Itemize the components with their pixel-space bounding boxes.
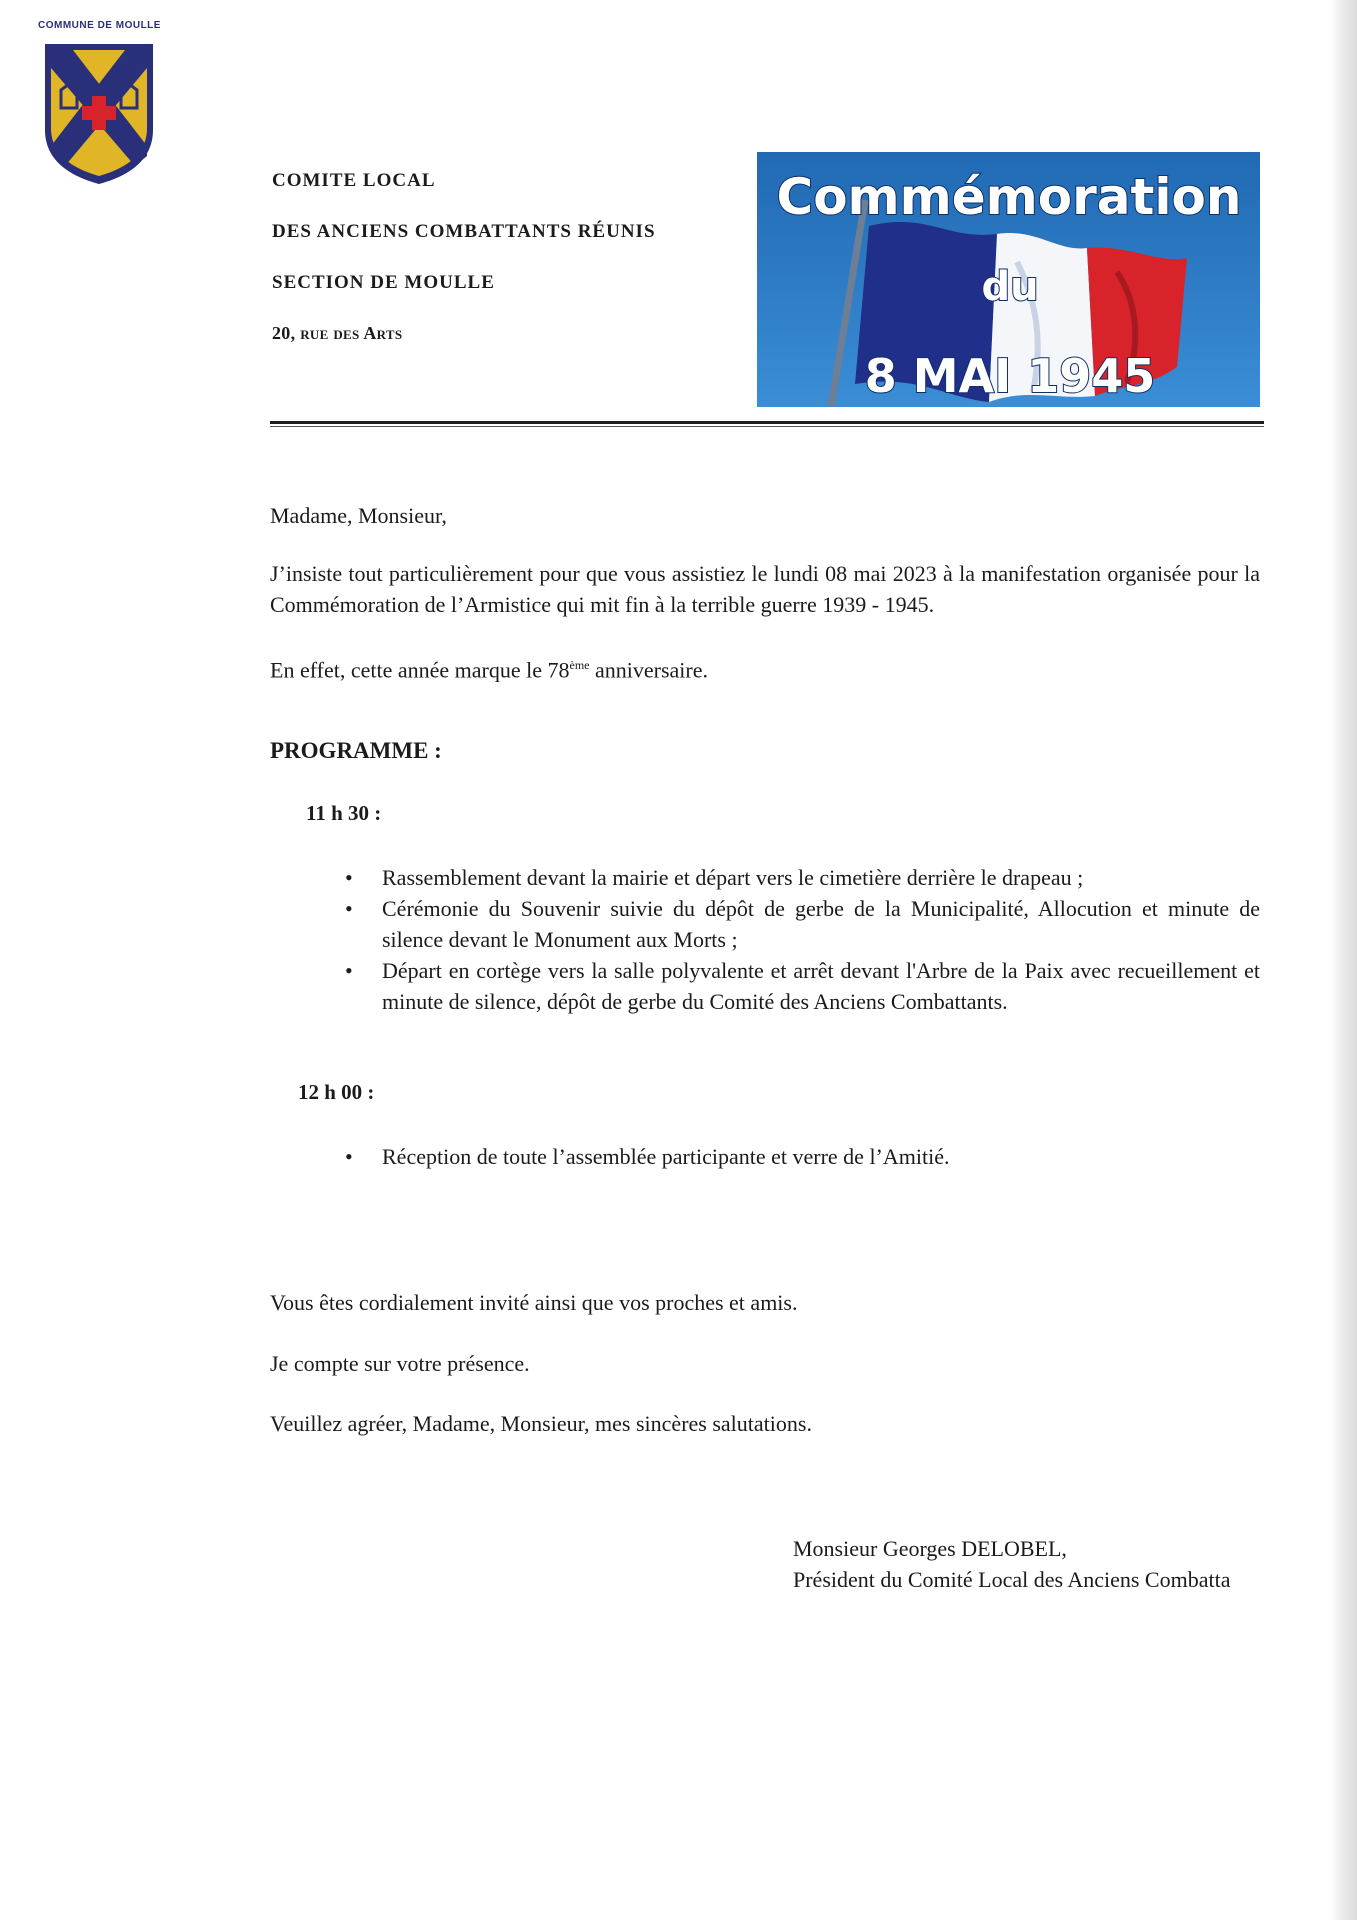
header-divider-thin	[270, 426, 1264, 427]
list-item	[342, 862, 1260, 893]
signature-title: Président du Comité Local des Anciens Combatta	[793, 1567, 1231, 1592]
list-item-text: Rassemblement devant la mairie et départ vers le cimetière derrière le drapeau ;	[382, 865, 1084, 890]
closing-invitation: Vous êtes cordialement invité ainsi que vos proches et amis.	[270, 1290, 798, 1315]
closing-salutations: Veuillez agréer, Madame, Monsieur, mes sincères salutations.	[270, 1411, 812, 1436]
anniversary-superscript: ème	[569, 658, 590, 672]
paragraph-invitation: J’insiste tout particulièrement pour que vous assistiez le lundi 08 mai 2023 à la manifestation organisée pour la Commémoration de l’Armistice qui mit fin à la terrible guerre 1939 - 1945.	[270, 561, 1260, 617]
bullet-icon: •	[345, 896, 353, 921]
signature-name: Monsieur Georges DELOBEL,	[793, 1536, 1067, 1561]
signature-block	[793, 1533, 1230, 1595]
closing-presence: Je compte sur votre présence.	[270, 1351, 530, 1376]
banner-title: Commémoration	[776, 168, 1242, 226]
commemoration-banner	[757, 152, 1260, 407]
list-item	[342, 893, 1260, 955]
header-line-committee: COMITE LOCAL	[272, 170, 436, 191]
list-item-text: Départ en cortège vers la salle polyvalente et arrêt devant l'Arbre de la Paix avec recueillement et minute de silence, dépôt de gerbe du Comité des Anciens Combattants.	[382, 958, 1260, 1014]
time-1200: 12 h 00 :	[298, 1080, 375, 1104]
header-line-section: SECTION DE MOULLE	[272, 272, 495, 293]
time-1130: 11 h 30 :	[306, 801, 382, 825]
bullet-icon: •	[345, 958, 353, 983]
header-address: 20, rue des Arts	[272, 323, 403, 343]
list-item	[342, 1141, 1260, 1172]
header-divider	[270, 421, 1264, 424]
salutation: Madame, Monsieur,	[270, 503, 447, 528]
banner-du: du	[981, 264, 1039, 310]
list-item	[342, 955, 1260, 1017]
bullet-icon: •	[345, 865, 353, 890]
coat-of-arms	[33, 20, 166, 195]
list-item-text: Réception de toute l’assemblée participante et verre de l’Amitié.	[382, 1144, 950, 1169]
crest-title: COMMUNE DE MOULLE	[38, 20, 161, 31]
anniversary-text-before: En effet, cette année marque le 78	[270, 657, 570, 683]
anniversary-text-after: anniversaire.	[589, 657, 708, 683]
programme-heading: PROGRAMME :	[270, 738, 442, 763]
bullet-icon: •	[345, 1144, 353, 1169]
sender-header	[272, 170, 656, 374]
programme-list-1200	[342, 1141, 1260, 1172]
header-line-veterans: DES ANCIENS COMBATTANTS RÉUNIS	[272, 221, 656, 242]
programme-list-1130	[342, 862, 1260, 1017]
shield-icon	[39, 38, 159, 188]
banner-date: 8 MAI 1945	[864, 349, 1156, 403]
paragraph-anniversary	[270, 650, 708, 685]
page-edge-shadow	[1331, 0, 1357, 1920]
list-item-text: Cérémonie du Souvenir suivie du dépôt de gerbe de la Municipalité, Allocution et minute de silence devant le Monument aux Morts ;	[382, 896, 1260, 952]
